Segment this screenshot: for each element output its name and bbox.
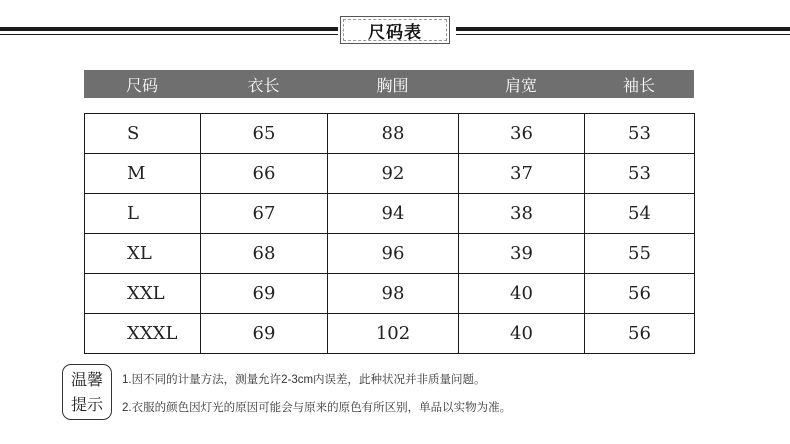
table-row <box>85 234 695 274</box>
size-cell: XXXL <box>85 314 201 354</box>
length-cell: 69 <box>201 274 328 314</box>
size-cell: S <box>85 114 201 154</box>
length-cell: 66 <box>201 154 328 194</box>
shoulder-cell: 40 <box>459 274 585 314</box>
size-cell: L <box>85 194 201 234</box>
chest-cell: 102 <box>328 314 459 354</box>
title-band <box>0 14 790 48</box>
shoulder-cell: 36 <box>459 114 585 154</box>
column-header-length: 衣长 <box>247 77 280 95</box>
sleeve-cell: 53 <box>585 154 695 194</box>
size-cell: M <box>85 154 201 194</box>
chest-cell: 98 <box>328 274 459 314</box>
column-header-sleeve: 袖长 <box>622 77 655 95</box>
chest-cell: 92 <box>328 154 459 194</box>
tips-badge-line2: 提示 <box>70 395 103 414</box>
title-rule-left-thick <box>0 27 338 31</box>
length-cell: 69 <box>201 314 328 354</box>
title-rule-right-thick <box>456 27 790 31</box>
chest-cell: 96 <box>328 234 459 274</box>
chest-cell: 88 <box>328 114 459 154</box>
table-row <box>85 274 695 314</box>
table-row <box>85 114 695 154</box>
shoulder-cell: 38 <box>459 194 585 234</box>
shoulder-cell: 40 <box>459 314 585 354</box>
size-table <box>84 113 695 354</box>
table-row <box>85 154 695 194</box>
shoulder-cell: 39 <box>459 234 585 274</box>
sleeve-cell: 56 <box>585 274 695 314</box>
table-row <box>85 314 695 354</box>
column-header-shoulder: 肩宽 <box>504 77 537 95</box>
column-header-chest: 胸围 <box>376 77 409 95</box>
note-color: 2.衣服的颜色因灯光的原因可能会与原来的原色有所区别，单品以实物为准。 <box>122 402 512 414</box>
size-cell: XL <box>85 234 201 274</box>
length-cell: 68 <box>201 234 328 274</box>
tips-badge-line1: 温馨 <box>70 370 103 389</box>
chest-cell: 94 <box>328 194 459 234</box>
column-header-size: 尺码 <box>125 77 158 95</box>
length-cell: 65 <box>201 114 328 154</box>
sleeve-cell: 55 <box>585 234 695 274</box>
shoulder-cell: 37 <box>459 154 585 194</box>
title-box <box>340 16 450 44</box>
sleeve-cell: 53 <box>585 114 695 154</box>
tips-badge <box>62 364 112 420</box>
sleeve-cell: 54 <box>585 194 695 234</box>
sleeve-cell: 56 <box>585 314 695 354</box>
note-measurement: 1.因不同的计量方法，测量允许2-3cm内误差，此种状况并非质量问题。 <box>122 374 486 386</box>
table-header-bar <box>84 70 694 98</box>
page-title: 尺码表 <box>368 22 422 43</box>
size-cell: XXL <box>85 274 201 314</box>
table-row <box>85 194 695 234</box>
title-rule-left-thin <box>0 34 338 35</box>
title-rule-right-thin <box>456 34 790 35</box>
length-cell: 67 <box>201 194 328 234</box>
